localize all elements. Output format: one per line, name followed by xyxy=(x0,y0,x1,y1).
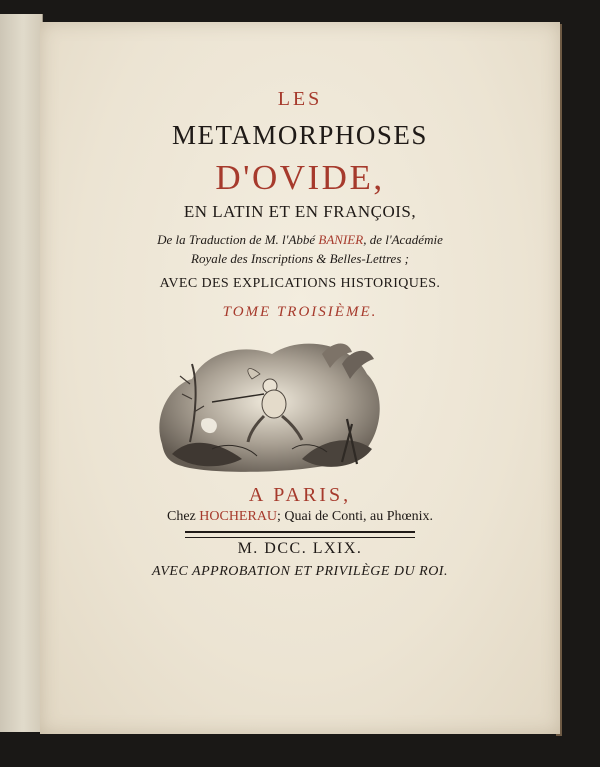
title-ovide: D'OVIDE, xyxy=(215,158,385,197)
subtitle-explications: AVEC DES EXPLICATIONS HISTORIQUES. xyxy=(159,276,441,291)
title-metamorphoses: METAMORPHOSES xyxy=(172,120,428,150)
imprint-publisher xyxy=(40,509,560,525)
title-les: LES xyxy=(277,88,323,110)
imprint-prefix: Chez xyxy=(167,509,200,524)
publisher-name: HOCHERAU xyxy=(199,509,278,524)
translation-prefix: De la Traduction de M. l'Abbé xyxy=(157,232,319,247)
royal-approbation: AVEC APPROBATION ET PRIVILÈGE DU ROI. xyxy=(152,564,448,579)
facing-page-edge xyxy=(0,14,43,732)
imprint-address: ; Quai de Conti, au Phœnix. xyxy=(277,509,433,524)
translator-name: BANIER xyxy=(318,232,364,247)
volume-label: TOME TROISIÈME. xyxy=(222,304,378,320)
subtitle-languages: EN LATIN ET EN FRANÇOIS, xyxy=(183,202,417,221)
translation-line-1 xyxy=(40,232,560,248)
double-rule-divider xyxy=(185,531,415,538)
translation-suffix: , de l'Académie xyxy=(363,232,443,247)
title-page xyxy=(40,22,560,734)
publication-date: M. DCC. LXIX. xyxy=(237,540,363,557)
imprint-city: A PARIS, xyxy=(248,484,352,506)
engraved-vignette xyxy=(152,324,384,476)
translation-line-2: Royale des Inscriptions & Belles-Lettres ; xyxy=(191,251,409,266)
